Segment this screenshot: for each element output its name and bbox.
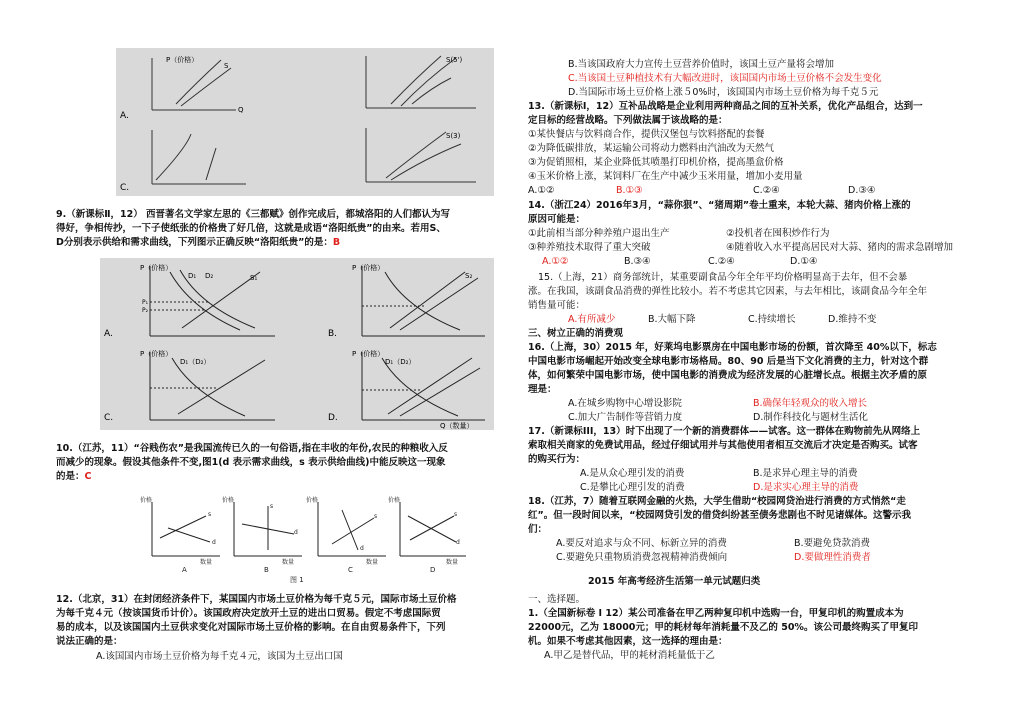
label-b-q9: B. bbox=[328, 329, 338, 339]
q12-option-d: D.当国际市场土豆价格上涨５0%时，该国国内市场土豆价格为每千克５元 bbox=[568, 87, 879, 98]
q18-line3: 们： bbox=[528, 524, 548, 535]
q13-option-d: D.③④ bbox=[848, 185, 876, 196]
x-label-a: 数量 bbox=[200, 559, 213, 566]
label-d-q9: D. bbox=[328, 413, 338, 423]
q16-option-c: C.加大广告制作等营销力度 bbox=[568, 412, 683, 423]
q10-line1: 10.（江苏，11）“谷贱伤农”是我国流传已久的一句俗语,指在丰收的年份,农民的种粮收入反 bbox=[56, 443, 448, 454]
q13-option-b: B.①③ bbox=[616, 185, 643, 196]
q9-line3 bbox=[56, 236, 340, 250]
luoyang-paper-figure bbox=[100, 258, 494, 430]
dd-label-c: D₁（D₂） bbox=[180, 358, 211, 366]
q17-option-b: B.是求异心理主导的消费 bbox=[753, 468, 858, 479]
fig-label-a: A bbox=[182, 566, 187, 574]
q12-line4: 说法正确的是： bbox=[56, 636, 123, 647]
q17-option-c: C.是攀比心理引发的消费 bbox=[580, 482, 685, 493]
q15-line1: 15.（上海，21）商务部统计，某重要副食品今年全年平均价格明显高于去年，但不会暴 bbox=[538, 272, 908, 283]
dd-label-d: D₁（D₂） bbox=[385, 358, 416, 366]
q13-statement-2: ②为降低碳排放，某运输公司将动力燃料由汽油改为天然气 bbox=[528, 143, 775, 154]
q12-option-a: A.该国国内市场土豆价格为每千克４元，该国为土豆出口国 bbox=[96, 651, 343, 662]
q16-line2: 中国电影市场崛起开始改变全球电影市场格局。80、90 后是当下文化消费的主力，针对这个群 bbox=[528, 356, 929, 367]
q15-option-b: B.大幅下降 bbox=[648, 314, 696, 325]
fig-label-b: B bbox=[264, 566, 269, 574]
q13-statement-4: ④玉米价格上涨，某饲料厂在生产中减少玉米用量，增加小麦用量 bbox=[528, 171, 803, 182]
label-c: C. bbox=[120, 183, 130, 193]
s-c: s bbox=[374, 513, 378, 520]
q16-line3: 体，如何繁荣中国电影市场，使中国电影的消费成为经济发展的心脏增长点。根据主次矛盾的原 bbox=[528, 370, 928, 381]
q12-option-b: B.当该国政府大力宣传土豆营养价值时，该国土豆产量将会增加 bbox=[568, 59, 835, 70]
q12-line3: 易的成本，以及该国国内土豆供求变化对国际市场土豆价格的影响。在自由贸易条件下，下列 bbox=[56, 622, 446, 633]
y-label-d: 价格 bbox=[388, 497, 401, 504]
q14-option-c: C.②④ bbox=[708, 256, 735, 267]
y-label-c: 价格 bbox=[306, 497, 319, 504]
q1-line1: 1.（全国新标卷 I 12）某公司准备在甲乙两种复印机中选购一台，甲复印机的购置成本为 bbox=[528, 608, 904, 619]
figure-caption: 图 1 bbox=[290, 576, 304, 584]
x-label-c: 数量 bbox=[366, 559, 379, 566]
q12-line1: 12.（北京，31）在封闭经济条件下，某国国内市场土豆价格为每千克５元，国际市场土豆价格 bbox=[56, 594, 457, 605]
q16-option-b: B.确保年轻观众的收入增长 bbox=[753, 398, 868, 409]
q12-line2: 为每千克４元（按该国货币计价）。该国政府决定放开土豆的进出口贸易。假定不考虑国际贸 bbox=[56, 608, 441, 619]
x-label-b: 数量 bbox=[282, 559, 295, 566]
q16-line1: 16.（上海，30）2015 年，好莱坞电影票房在中国电影市场的份额，首次降至 40%以下，标志 bbox=[528, 342, 937, 353]
q10-line2: 而减少的现象。假设其他条件不变,图1(d 表示需求曲线，s 表示供给曲线)中能反映这一现象 bbox=[56, 457, 446, 468]
q15-option-a: A.有所减少 bbox=[568, 314, 616, 325]
grain-graphs bbox=[138, 494, 468, 584]
document-subtitle: 2015 年高考经济生活第一单元试题归类 bbox=[588, 576, 761, 587]
q18-line1: 18.（江苏，7）随着互联网金融的火热，大学生借助“校园网贷治进行消费的方式悄然“走 bbox=[528, 496, 906, 507]
label-a-q9: A. bbox=[104, 329, 113, 339]
s5-label: S(5') bbox=[446, 56, 463, 64]
s-a: s bbox=[208, 511, 212, 518]
d2-label-a: D₂ bbox=[205, 272, 214, 280]
y-label-a: 价格 bbox=[140, 497, 153, 504]
y-label-b: 价格 bbox=[222, 497, 235, 504]
q13-statement-1: ①某快餐店与饮料商合作，提供汉堡包与饮料搭配的套餐 bbox=[528, 129, 765, 140]
q18-line2: 红”。但一段时间以来，“校园网贷引发的借贷纠纷甚至债务悲剧也不时见诸媒体。这警示我 bbox=[528, 510, 911, 521]
q15-option-d: D.维持不变 bbox=[828, 314, 877, 325]
q-axis-d: Q（数量） bbox=[440, 422, 474, 430]
d-a: d bbox=[212, 539, 216, 546]
label-a: A. bbox=[120, 111, 129, 121]
d-b: d bbox=[294, 529, 298, 536]
supply-curve-graphs bbox=[116, 48, 494, 196]
q14-option-b: B.③④ bbox=[624, 256, 651, 267]
q15-option-c: C.持续增长 bbox=[748, 314, 796, 325]
q13-statement-3: ③为促销照相，某企业降低其喷墨打印机价格，提高墨盒价格 bbox=[528, 157, 784, 168]
q15-line3: 销售量可能： bbox=[528, 300, 586, 311]
p-label: P（价格） bbox=[166, 56, 199, 64]
q9-line3-text: D分别表示供给和需求曲线，下列图示正确反映“洛阳纸贵”的是： bbox=[56, 237, 333, 248]
p1-label-a: P₁ bbox=[142, 299, 149, 306]
section-heading-3: 三、树立正确的消费观 bbox=[528, 328, 624, 339]
d-c: d bbox=[360, 545, 364, 552]
q16-option-a: A.在城乡购物中心增设影院 bbox=[568, 398, 682, 409]
label-c-q9: C. bbox=[104, 413, 114, 423]
s-b: s bbox=[270, 503, 274, 510]
q1-option-a: A.甲乙是替代品，甲的耗材消耗量低于乙 bbox=[544, 650, 715, 661]
d1-label-a: D₁ bbox=[188, 272, 197, 280]
q17-line3: 的购买行为： bbox=[528, 454, 586, 465]
q10-line3-text: 的是： bbox=[56, 471, 85, 482]
q-label: Q bbox=[238, 106, 244, 114]
q14-line1: 14.（浙江24）2016年3月，“蒜你狠”、“猪周期”卷土重来，本轮大蒜、猪肉价格上涨的 bbox=[528, 200, 911, 211]
q9-line2: 得好，争相传抄，一下子使纸张的价格贵了好几倍，这就是成语“洛阳纸贵”的由来。若用S、 bbox=[56, 223, 446, 234]
p-axis-a: P（价格） bbox=[140, 264, 173, 272]
q14-option-a: A.①② bbox=[542, 256, 569, 267]
q17-option-a: A.是从众心理引发的消费 bbox=[580, 468, 685, 479]
q14-statement-3: ③种养殖技术取得了重大突破 bbox=[528, 242, 651, 253]
q18-option-a: A.要反对追求与众不同、标新立异的消费 bbox=[556, 538, 727, 549]
q1-line2: 22000元，乙为 18000元；甲的耗材每年消耗量不及乙的 50%。该公司最终购买了甲复印 bbox=[528, 622, 918, 633]
q13-line1: 13.（新课标Ⅰ，12）互补品战略是企业利用两种商品之间的互补关系，优化产品组合，达到一 bbox=[528, 101, 923, 112]
s2-label-b: S₂ bbox=[465, 272, 473, 280]
p-axis-b: P（价格） bbox=[352, 264, 385, 272]
fig-label-c: C bbox=[348, 566, 353, 574]
s3-label: S(3) bbox=[446, 132, 461, 140]
d-d: d bbox=[456, 539, 460, 546]
q16-option-d: D.制作科技化与题材生活化 bbox=[753, 412, 868, 423]
q14-option-d: D.①④ bbox=[790, 256, 818, 267]
section-heading-1: 一、选择题。 bbox=[528, 594, 586, 605]
q17-option-d: D.是求实心理主导的消费 bbox=[753, 482, 859, 493]
s-label: S bbox=[224, 62, 229, 70]
q15-line2: 涨。在我国，该副食品消费的弹性比较小。若不考虑其它因素，与去年相比，该副食品今年全年 bbox=[528, 286, 928, 297]
q9-line1: 9.（新课标Ⅱ，12） 西晋著名文学家左思的《三都赋》创作完成后，都城洛阳的人们都认为写 bbox=[56, 209, 451, 220]
grain-figure bbox=[138, 494, 468, 584]
q14-statement-4: ④随着收入水平提高居民对大蒜、猪肉的需求急剧增加 bbox=[726, 242, 954, 253]
supply-curve-figure bbox=[116, 48, 494, 196]
q18-option-b: B.要避免贷款消费 bbox=[794, 538, 871, 549]
q14-statement-1: ①此前相当部分种养殖户退出生产 bbox=[528, 228, 670, 239]
s-d: s bbox=[454, 511, 458, 518]
q14-line2: 原因可能是： bbox=[528, 214, 586, 225]
q17-line1: 17.（新课标III，13）时下出现了一个新的消费群体——试客。这一群体在购物前先从网络上 bbox=[528, 426, 921, 437]
q13-line2: 定目标的经营战略。下列做法属于该战略的是： bbox=[528, 115, 728, 126]
q17-line2: 索取相关商家的免费试用品，经过仔细试用并与其他使用者相互交流后才决定是否购买。试客 bbox=[528, 440, 918, 451]
q16-line4: 理是： bbox=[528, 384, 557, 395]
q14-statement-2: ②投机者在囤积炒作行为 bbox=[726, 228, 830, 239]
x-label-d: 数量 bbox=[446, 559, 459, 566]
q1-line3: 机。如果不考虑其他因素，这一选择的理由是： bbox=[528, 636, 728, 647]
p-axis-d: P（价格） bbox=[352, 350, 385, 358]
demand-supply-graphs bbox=[100, 258, 494, 430]
q9-answer: B bbox=[332, 237, 341, 248]
q18-option-c: C.要避免只重物质消费忽视精神消费倾向 bbox=[556, 552, 728, 563]
q13-option-a: A.①② bbox=[528, 185, 555, 196]
q18-option-d: D.要做理性消费者 bbox=[794, 552, 871, 563]
p2-label-a: P₂ bbox=[142, 307, 149, 314]
s1-label-a: S₁ bbox=[250, 274, 258, 282]
p-axis-c: P（价格） bbox=[140, 350, 173, 358]
fig-label-d: D bbox=[430, 566, 436, 574]
q13-option-c: C.②④ bbox=[753, 185, 780, 196]
q12-option-c: C.当该国土豆种植技术有大幅改进时，该国国内市场土豆价格不会发生变化 bbox=[568, 73, 882, 84]
q10-answer: C bbox=[84, 471, 92, 482]
q10-line3 bbox=[56, 470, 92, 484]
